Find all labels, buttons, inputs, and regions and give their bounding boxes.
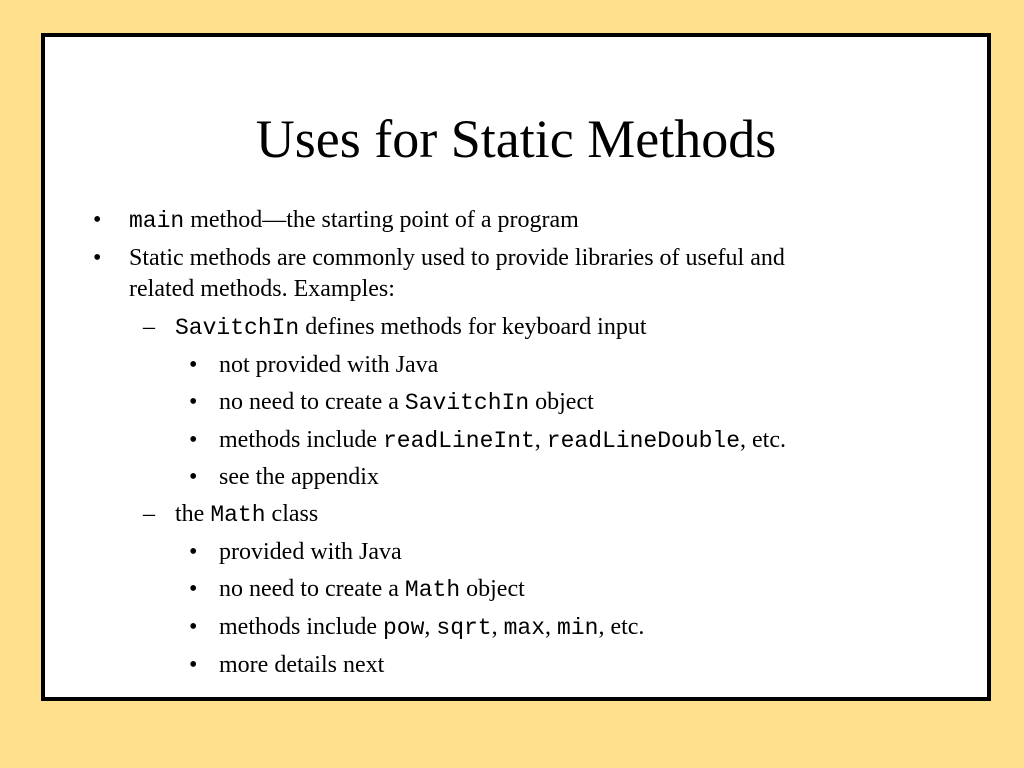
point-text: , — [424, 614, 437, 640]
bullet-marker: • — [189, 539, 198, 565]
code-readlineint: readLineInt — [382, 428, 535, 454]
subitem-text: the — [175, 501, 211, 527]
bullet-static-line2: related methods. Examples: — [129, 276, 395, 302]
bullet-static-line1: Static methods are commonly used to provide libraries of useful and — [129, 245, 785, 271]
code-pow: pow — [382, 615, 425, 641]
code-readlinedouble: readLineDouble — [546, 428, 741, 454]
code-savitchin: SavitchIn — [404, 390, 530, 416]
slide-panel — [41, 33, 991, 701]
math-point-3 — [219, 611, 644, 644]
point-text: methods include — [219, 614, 383, 640]
point-text: object — [460, 576, 525, 602]
bullet-main — [129, 204, 579, 237]
point-text: , — [545, 614, 558, 640]
subitem-savitchin — [175, 311, 646, 344]
slide-title: Uses for Static Methods — [255, 109, 777, 169]
bullet-marker: • — [189, 576, 198, 602]
bullet-marker: • — [189, 464, 198, 490]
savitchin-point-4: see the appendix — [219, 464, 379, 490]
bullet-marker: • — [189, 652, 198, 678]
code-math: Math — [404, 577, 461, 603]
code-max: max — [503, 615, 546, 641]
bullet-marker: • — [93, 245, 102, 271]
point-text: no need to create a — [219, 389, 405, 415]
code-math: Math — [210, 502, 266, 528]
point-text: object — [529, 389, 594, 415]
point-text: , etc. — [598, 614, 645, 640]
savitchin-point-3 — [219, 424, 786, 457]
subitem-math — [175, 498, 318, 531]
subitem-text: defines methods for keyboard input — [299, 314, 647, 340]
bullet-marker: • — [189, 427, 198, 453]
savitchin-point-1: not provided with Java — [219, 352, 439, 378]
bullet-marker: • — [189, 614, 198, 640]
code-sqrt: sqrt — [436, 615, 492, 641]
code-min: min — [557, 615, 599, 641]
dash-marker: – — [143, 314, 155, 340]
code-savitchin: SavitchIn — [175, 315, 300, 341]
dash-marker: – — [143, 501, 155, 527]
subitem-text: class — [265, 501, 319, 527]
point-text: , — [534, 427, 547, 453]
point-text: methods include — [219, 427, 383, 453]
point-text: , etc. — [740, 427, 787, 453]
bullet-marker: • — [93, 207, 102, 233]
point-text: , — [491, 614, 504, 640]
bullet-marker: • — [189, 352, 198, 378]
math-point-4: more details next — [219, 652, 385, 678]
math-point-1: provided with Java — [219, 539, 402, 565]
bullet-text: method—the starting point of a program — [184, 207, 579, 233]
math-point-2 — [219, 573, 525, 606]
code-main: main — [129, 208, 185, 234]
savitchin-point-2 — [219, 386, 594, 419]
point-text: no need to create a — [219, 576, 405, 602]
bullet-marker: • — [189, 389, 198, 415]
